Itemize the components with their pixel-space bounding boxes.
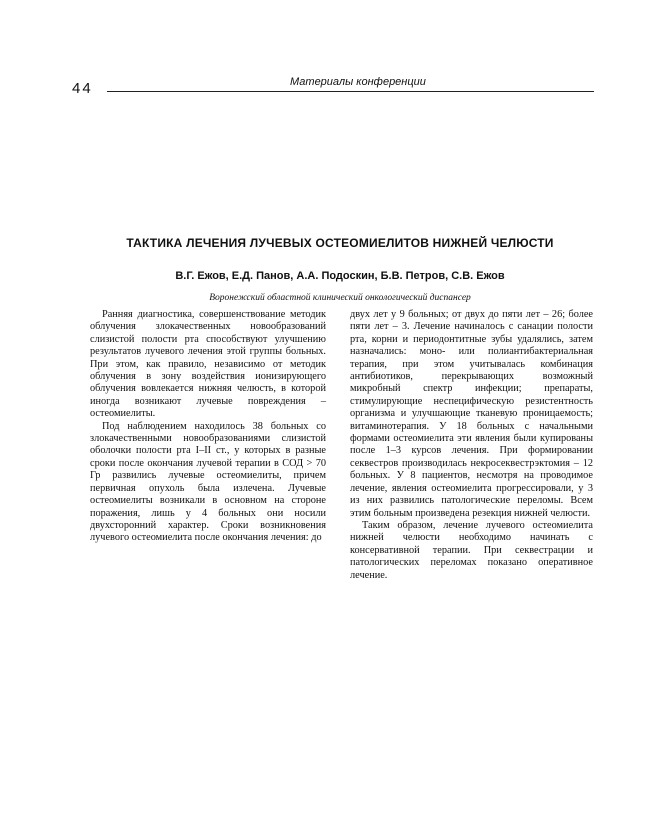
- page-header: [0, 0, 646, 110]
- paragraph-methods-results-continued: двух лет у 9 больных; от двух до пяти лет – 26; более пяти лет – 3. Лечение начиналось с санации полости рта, корни и периодонтитные зубы удалялись, затем назначались: моно- или полиантибактериальная терапия, при этом учитывалась комбинация антибиотиков, перекрывающих возможный микробный спектр инфекции; препараты, стимулирующие неспецифическую резистентность организма и улучшающие тканевую проницаемость; витаминотерапия. У 18 больных с начальными формами остеомиелита эти явления были купированы после 1–3 курсов лечения. При формировании секвестров производилась некросеквестрэктомия – 12 больных. У 8 пациентов, несмотря на проводимое лечение, явления остеомиелита прогрессировали, у 3 из них развились патологические переломы. Всем этим больным произведена резекция нижней челюсти.: [350, 309, 593, 519]
- paragraph-intro: Ранняя диагностика, совершенствование методик облучения злокачественных новообразований слизистой полости рта способствуют улучшению результатов лучевого лечения этой группы больных. При этом, как правило, независимо от методик облучения в зону воздействия ионизирующего облучения вовлекается нижняя челюсть, в которой иногда возникают лучевые повреждения – остеомиелиты.: [90, 309, 326, 420]
- article-title: ТАКТИКА ЛЕЧЕНИЯ ЛУЧЕВЫХ ОСТЕОМИЕЛИТОВ НИЖНЕЙ ЧЕЛЮСТИ: [126, 236, 554, 250]
- column-left: [90, 309, 326, 545]
- article-affiliation: Воронежский областной клинический онкологический диспансер: [209, 293, 471, 303]
- paragraph-conclusion: Таким образом, лечение лучевого остеомиелита нижней челюсти необходимо начинать с консервативной терапии. При секвестрации и патологических переломах показано оперативное лечение.: [350, 519, 593, 581]
- page-number: 44: [72, 80, 93, 97]
- header-rule: [107, 91, 594, 92]
- article-authors: В.Г. Ежов, Е.Д. Панов, А.А. Подоскин, Б.В. Петров, С.В. Ежов: [175, 270, 505, 282]
- column-right: [350, 309, 593, 582]
- paragraph-methods-results: [90, 421, 326, 545]
- journal-name: Материалы конференции: [290, 76, 426, 88]
- paragraph-methods-results-text: Под наблюдением находилось 38 больных со злокачественными новообразованиями слизистой оболочки полости рта I–II ст., у которых в разные сроки после окончания лучевой терапии в СОД > 70 Гр развились лучевые остеомиелиты, причем первичная опухоль была излечена. Лучевые остеомиелиты возникали в основном на стороне поражения, лишь у 4 больных они носили двухсторонний характер. Сроки возникновения лучевого остеомиелита после окончания лечения: до: [90, 420, 326, 544]
